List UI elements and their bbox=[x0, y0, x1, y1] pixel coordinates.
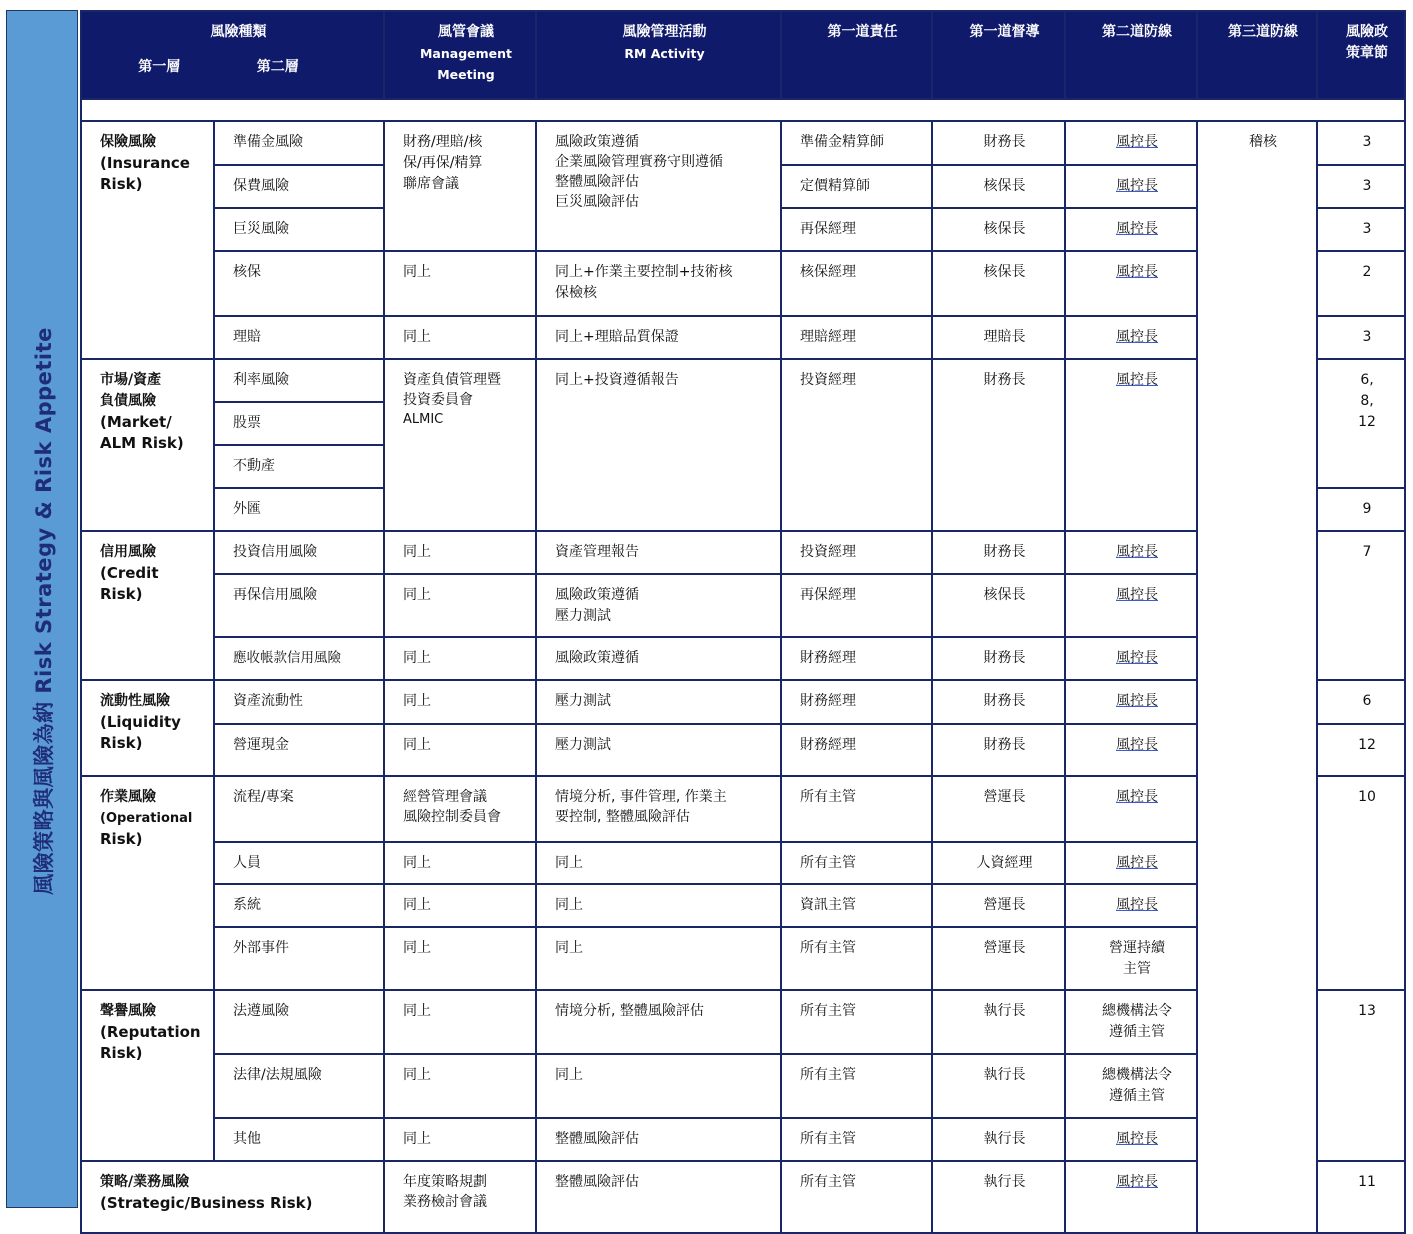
activity-cell: 壓力測試 bbox=[536, 724, 781, 776]
line2-cell: 營運持續 主管 bbox=[1065, 927, 1197, 990]
activity-cell: 壓力測試 bbox=[536, 680, 781, 724]
meeting-cell: 同上 bbox=[384, 1054, 536, 1118]
meeting-cell: 同上 bbox=[384, 990, 536, 1054]
sup-cell: 執行長 bbox=[932, 1054, 1065, 1118]
line2-cell: 風控長 bbox=[1065, 359, 1197, 531]
group-strategic: 策略/業務風險 (Strategic/Business Risk) bbox=[81, 1161, 384, 1233]
activity-cell: 風險政策遵循 bbox=[536, 637, 781, 680]
activity-cell: 同上+投資遵循報告 bbox=[536, 359, 781, 531]
header-line3: 第三道防線 bbox=[1197, 11, 1317, 99]
chapter-cell: 3 bbox=[1317, 316, 1405, 359]
activity-cell: 情境分析, 整體風險評估 bbox=[536, 990, 781, 1054]
sup-cell: 理賠長 bbox=[932, 316, 1065, 359]
l2-cell: 資產流動性 bbox=[214, 680, 384, 724]
l2-cell: 巨災風險 bbox=[214, 208, 384, 251]
resp-cell: 所有主管 bbox=[781, 1118, 932, 1161]
chapter-cell: 3 bbox=[1317, 208, 1405, 251]
activity-cell: 同上 bbox=[536, 842, 781, 884]
sup-cell: 營運長 bbox=[932, 884, 1065, 927]
resp-cell: 準備金精算師 bbox=[781, 121, 932, 165]
l2-cell: 營運現金 bbox=[214, 724, 384, 776]
side-title-bar bbox=[6, 10, 78, 1208]
group-liquidity: 流動性風險 (Liquidity Risk) bbox=[81, 680, 214, 776]
chapter-cell: 11 bbox=[1317, 1161, 1405, 1233]
header-chapter: 風險政 策章節 bbox=[1317, 11, 1405, 99]
resp-cell: 投資經理 bbox=[781, 359, 932, 531]
chapter-cell: 3 bbox=[1317, 121, 1405, 165]
l2-cell: 保費風險 bbox=[214, 165, 384, 208]
resp-cell: 所有主管 bbox=[781, 1054, 932, 1118]
line2-cell: 風控長 bbox=[1065, 1161, 1197, 1233]
l2-cell: 再保信用風險 bbox=[214, 574, 384, 637]
chapter-cell: 3 bbox=[1317, 165, 1405, 208]
meeting-cell: 資產負債管理暨 投資委員會 ALMIC bbox=[384, 359, 536, 531]
chapter-cell: 7 bbox=[1317, 531, 1405, 680]
meeting-cell: 同上 bbox=[384, 884, 536, 927]
l2-cell: 外匯 bbox=[214, 488, 384, 531]
sup-cell: 營運長 bbox=[932, 927, 1065, 990]
resp-cell: 定價精算師 bbox=[781, 165, 932, 208]
activity-cell: 情境分析, 事件管理, 作業主 要控制, 整體風險評估 bbox=[536, 776, 781, 842]
header-line2: 第二道防線 bbox=[1065, 11, 1197, 99]
meeting-cell: 同上 bbox=[384, 251, 536, 316]
sup-cell: 財務長 bbox=[932, 359, 1065, 531]
sup-cell: 核保長 bbox=[932, 208, 1065, 251]
header-level1: 第一層 bbox=[138, 59, 181, 75]
activity-cell: 同上+理賠品質保證 bbox=[536, 316, 781, 359]
resp-cell: 所有主管 bbox=[781, 842, 932, 884]
line2-cell: 風控長 bbox=[1065, 637, 1197, 680]
meeting-cell: 同上 bbox=[384, 680, 536, 724]
header-row bbox=[81, 11, 1405, 99]
l2-cell: 股票 bbox=[214, 402, 384, 445]
side-title: 風險策略與風險為納 Risk Strategy & Risk Appetite bbox=[32, 327, 56, 895]
l2-cell: 人員 bbox=[214, 842, 384, 884]
line2-cell: 風控長 bbox=[1065, 1118, 1197, 1161]
l2-cell: 投資信用風險 bbox=[214, 531, 384, 574]
line2-cell: 風控長 bbox=[1065, 165, 1197, 208]
audit-cell: 稽核 bbox=[1197, 121, 1317, 1233]
line2-cell: 風控長 bbox=[1065, 316, 1197, 359]
chapter-cell: 2 bbox=[1317, 251, 1405, 316]
resp-cell: 所有主管 bbox=[781, 776, 932, 842]
line2-cell: 風控長 bbox=[1065, 251, 1197, 316]
meeting-cell: 同上 bbox=[384, 531, 536, 574]
meeting-cell: 同上 bbox=[384, 724, 536, 776]
sup-cell: 營運長 bbox=[932, 776, 1065, 842]
activity-cell: 同上 bbox=[536, 927, 781, 990]
resp-cell: 再保經理 bbox=[781, 574, 932, 637]
line2-cell: 風控長 bbox=[1065, 531, 1197, 574]
line2-cell: 風控長 bbox=[1065, 842, 1197, 884]
group-credit: 信用風險 (Credit Risk) bbox=[81, 531, 214, 680]
resp-cell: 所有主管 bbox=[781, 1161, 932, 1233]
group-insurance: 保險風險 (Insurance Risk) bbox=[81, 121, 214, 359]
sup-cell: 人資經理 bbox=[932, 842, 1065, 884]
group-market: 市場/資產 負債風險 (Market/ ALM Risk) bbox=[81, 359, 214, 531]
meeting-cell: 同上 bbox=[384, 1118, 536, 1161]
activity-cell: 整體風險評估 bbox=[536, 1118, 781, 1161]
table-row bbox=[81, 121, 1405, 165]
chapter-cell: 12 bbox=[1317, 724, 1405, 776]
activity-cell: 同上 bbox=[536, 884, 781, 927]
sup-cell: 財務長 bbox=[932, 680, 1065, 724]
l2-cell: 法遵風險 bbox=[214, 990, 384, 1054]
l2-cell: 其他 bbox=[214, 1118, 384, 1161]
sup-cell: 執行長 bbox=[932, 1161, 1065, 1233]
l2-cell: 應收帳款信用風險 bbox=[214, 637, 384, 680]
resp-cell: 理賠經理 bbox=[781, 316, 932, 359]
meeting-cell: 同上 bbox=[384, 927, 536, 990]
l2-cell: 法律/法規風險 bbox=[214, 1054, 384, 1118]
resp-cell: 投資經理 bbox=[781, 531, 932, 574]
resp-cell: 核保經理 bbox=[781, 251, 932, 316]
line2-cell: 風控長 bbox=[1065, 121, 1197, 165]
risk-matrix-table bbox=[80, 10, 1406, 1234]
line2-cell: 總機構法令 遵循主管 bbox=[1065, 1054, 1197, 1118]
meeting-cell: 經營管理會議 風險控制委員會 bbox=[384, 776, 536, 842]
header-activity: 風險管理活動 RM Activity bbox=[536, 11, 781, 99]
group-reputation: 聲譽風險 (Reputation Risk) bbox=[81, 990, 214, 1161]
chapter-cell: 10 bbox=[1317, 776, 1405, 990]
header-risk-type: 風險種類 第一層 第二層 bbox=[81, 11, 384, 99]
activity-cell: 資產管理報告 bbox=[536, 531, 781, 574]
chapter-cell: 9 bbox=[1317, 488, 1405, 531]
l2-cell: 利率風險 bbox=[214, 359, 384, 402]
sup-cell: 財務長 bbox=[932, 531, 1065, 574]
l2-cell: 不動產 bbox=[214, 445, 384, 488]
line2-cell: 風控長 bbox=[1065, 724, 1197, 776]
meeting-cell: 同上 bbox=[384, 637, 536, 680]
l2-cell: 理賠 bbox=[214, 316, 384, 359]
line2-cell: 風控長 bbox=[1065, 208, 1197, 251]
header-line1-sup: 第一道督導 bbox=[932, 11, 1065, 99]
meeting-cell: 財務/理賠/核 保/再保/精算 聯席會議 bbox=[384, 121, 536, 251]
header-meeting: 風管會議 Management Meeting bbox=[384, 11, 536, 99]
l2-cell: 流程/專案 bbox=[214, 776, 384, 842]
chapter-cell: 6, 8, 12 bbox=[1317, 359, 1405, 488]
sup-cell: 財務長 bbox=[932, 724, 1065, 776]
sup-cell: 財務長 bbox=[932, 637, 1065, 680]
activity-cell: 風險政策遵循 企業風險管理實務守則遵循 整體風險評估 巨災風險評估 bbox=[536, 121, 781, 251]
l2-cell: 核保 bbox=[214, 251, 384, 316]
resp-cell: 再保經理 bbox=[781, 208, 932, 251]
resp-cell: 所有主管 bbox=[781, 927, 932, 990]
activity-cell: 同上+作業主要控制+技術核 保檢核 bbox=[536, 251, 781, 316]
sup-cell: 執行長 bbox=[932, 990, 1065, 1054]
activity-cell: 風險政策遵循 壓力測試 bbox=[536, 574, 781, 637]
resp-cell: 資訊主管 bbox=[781, 884, 932, 927]
resp-cell: 所有主管 bbox=[781, 990, 932, 1054]
sup-cell: 核保長 bbox=[932, 574, 1065, 637]
header-level2: 第二層 bbox=[256, 59, 299, 75]
resp-cell: 財務經理 bbox=[781, 637, 932, 680]
activity-cell: 同上 bbox=[536, 1054, 781, 1118]
sup-cell: 核保長 bbox=[932, 165, 1065, 208]
meeting-cell: 同上 bbox=[384, 842, 536, 884]
line2-cell: 總機構法令 遵循主管 bbox=[1065, 990, 1197, 1054]
line2-cell: 風控長 bbox=[1065, 680, 1197, 724]
line2-cell: 風控長 bbox=[1065, 884, 1197, 927]
l2-cell: 準備金風險 bbox=[214, 121, 384, 165]
resp-cell: 財務經理 bbox=[781, 680, 932, 724]
meeting-cell: 同上 bbox=[384, 574, 536, 637]
sup-cell: 財務長 bbox=[932, 121, 1065, 165]
l2-cell: 外部事件 bbox=[214, 927, 384, 990]
meeting-cell: 同上 bbox=[384, 316, 536, 359]
group-operational: 作業風險 (Operational Risk) bbox=[81, 776, 214, 990]
l2-cell: 系統 bbox=[214, 884, 384, 927]
chapter-cell: 6 bbox=[1317, 680, 1405, 724]
chapter-cell: 13 bbox=[1317, 990, 1405, 1161]
sup-cell: 核保長 bbox=[932, 251, 1065, 316]
meeting-cell: 年度策略規劃 業務檢討會議 bbox=[384, 1161, 536, 1233]
resp-cell: 財務經理 bbox=[781, 724, 932, 776]
activity-cell: 整體風險評估 bbox=[536, 1161, 781, 1233]
sup-cell: 執行長 bbox=[932, 1118, 1065, 1161]
line2-cell: 風控長 bbox=[1065, 776, 1197, 842]
header-line1-resp: 第一道責任 bbox=[781, 11, 932, 99]
line2-cell: 風控長 bbox=[1065, 574, 1197, 637]
